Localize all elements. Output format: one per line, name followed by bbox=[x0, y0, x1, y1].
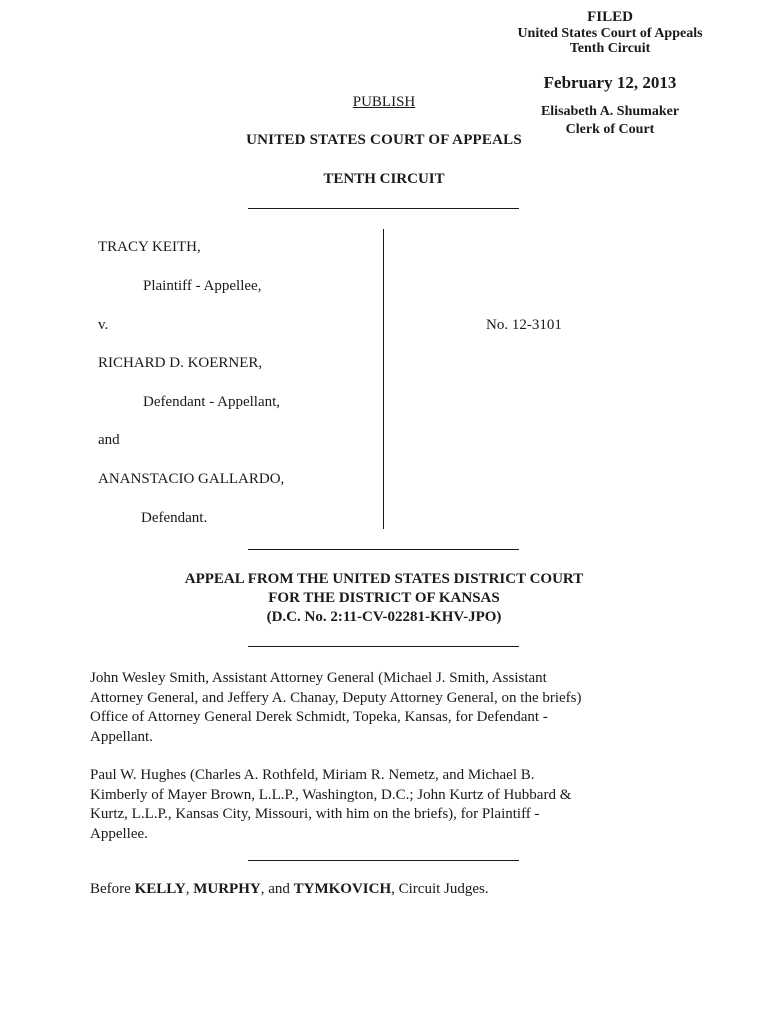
before-label: Before bbox=[90, 881, 131, 897]
circuit-heading: TENTH CIRCUIT bbox=[323, 171, 445, 187]
defendant2-name: ANANSTACIO GALLARDO, bbox=[98, 471, 285, 487]
judge-tymkovich: TYMKOVICH bbox=[293, 881, 392, 897]
appeal-heading bbox=[120, 570, 648, 627]
filed-date: February 12, 2013 bbox=[543, 73, 677, 92]
divider-caption bbox=[248, 549, 519, 550]
counsel-line: Paul W. Hughes (Charles A. Rothfeld, Miriam R. Nemetz, and Michael B. bbox=[90, 767, 535, 783]
appeal-line1: APPEAL FROM THE UNITED STATES DISTRICT COURT bbox=[184, 571, 584, 587]
filed-circuit: Tenth Circuit bbox=[569, 41, 651, 56]
case-number: No. 12-3101 bbox=[486, 317, 562, 333]
divider-appeal bbox=[248, 646, 519, 647]
filed-stamp bbox=[490, 9, 730, 139]
counsel-line: Office of Attorney General Derek Schmidt, Topeka, Kansas, for Defendant - bbox=[90, 709, 548, 725]
defendant1-role: Defendant - Appellant, bbox=[143, 394, 281, 410]
judge-murphy: MURPHY bbox=[193, 881, 261, 897]
counsel-line: Attorney General, and Jeffery A. Chanay, Deputy Attorney General, on the briefs) bbox=[90, 689, 582, 706]
counsel-line: Kimberly of Mayer Brown, L.L.P., Washington, D.C.; John Kurtz of Hubbard & bbox=[90, 786, 572, 803]
conjunction: and bbox=[98, 432, 120, 448]
clerk-name: Elisabeth A. Shumaker bbox=[540, 104, 680, 119]
counsel-appellee bbox=[90, 766, 690, 844]
plaintiff-name: TRACY KEITH, bbox=[98, 239, 201, 255]
panel-suffix: , Circuit Judges. bbox=[391, 881, 489, 897]
filed-title: FILED bbox=[587, 9, 633, 25]
counsel-line: Appellant. bbox=[90, 728, 153, 745]
versus: v. bbox=[98, 317, 109, 333]
plaintiff-role: Plaintiff - Appellee, bbox=[143, 278, 262, 294]
clerk-title: Clerk of Court bbox=[565, 122, 655, 137]
appeal-line3: (D.C. No. 2:11-CV-02281-KHV-JPO) bbox=[266, 609, 502, 625]
counsel-line: Appellee. bbox=[90, 825, 148, 842]
publish-label: PUBLISH bbox=[352, 94, 416, 110]
appeal-line2: FOR THE DISTRICT OF KANSAS bbox=[268, 590, 500, 606]
caption-divider bbox=[383, 229, 384, 529]
divider-counsel bbox=[248, 860, 519, 861]
panel-line bbox=[90, 881, 690, 898]
defendant2-role: Defendant. bbox=[141, 510, 208, 526]
counsel-line: John Wesley Smith, Assistant Attorney General (Michael J. Smith, Assistant bbox=[90, 670, 547, 686]
counsel-line: Kurtz, L.L.P., Kansas City, Missouri, with him on the briefs), for Plaintiff - bbox=[90, 806, 540, 822]
divider-top bbox=[248, 208, 519, 209]
judge-separator: , and bbox=[260, 881, 294, 897]
court-heading: UNITED STATES COURT OF APPEALS bbox=[246, 132, 522, 148]
counsel-appellant bbox=[90, 669, 690, 747]
judge-kelly: KELLY bbox=[134, 881, 186, 897]
defendant1-name: RICHARD D. KOERNER, bbox=[98, 355, 263, 371]
judge-separator: , bbox=[185, 881, 194, 897]
filed-court: United States Court of Appeals bbox=[517, 26, 703, 41]
